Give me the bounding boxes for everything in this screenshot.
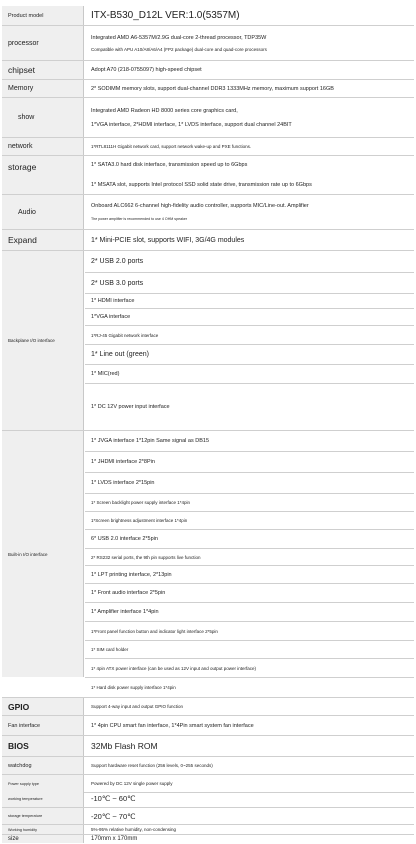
label-storage: storage <box>2 156 84 194</box>
builtin-item: 1*Screen brightness adjustment interface 1*4pin <box>91 518 188 523</box>
value-memory: 2* SODIMM memory slots, support dual-channel DDR3 1333MHz memory, maximum support 16GB <box>91 85 334 92</box>
value-show-graphics: Integrated AMD Radeon HD 8000 series core graphics card, <box>91 107 238 114</box>
backplane-item: 1* MIC(red) <box>91 371 120 377</box>
backplane-item: 1* HDMI interface <box>91 298 135 304</box>
label-size: size <box>2 835 84 843</box>
row-size <box>2 835 414 843</box>
label-audio: Audio <box>2 195 84 229</box>
row-fan <box>2 716 414 735</box>
note-audio: The power amplifier is recommended to use 4 OHM speaker <box>91 217 188 221</box>
label-storage-temp: storage temperature <box>2 808 84 824</box>
label-memory: Memory <box>2 80 84 97</box>
builtin-item: 1* LVDS interface 2*15pin <box>91 480 155 486</box>
value-audio: Onboard ALC662 6-channel high-fidelity audio controller, supports MIC/Line-out. Amplifier <box>91 203 309 209</box>
value-expand: 1* Mini-PCIE slot, supports WIFI, 3G/4G modules <box>91 236 245 244</box>
label-backplane: Backplane I/O interface <box>2 251 84 430</box>
row-bios <box>2 736 414 756</box>
backplane-item: 1*VGA interface <box>91 314 131 320</box>
label-product-model: Product model <box>2 6 84 25</box>
builtin-item: 1* Hard disk power supply interface 1*4pin <box>91 685 176 690</box>
builtin-item: 1* SIM card holder <box>91 647 129 652</box>
row-chipset <box>2 61 414 79</box>
value-watchdog: Support hardware reset function (256 levels, 0~255 seconds) <box>91 763 213 768</box>
row-product-model <box>2 6 414 25</box>
builtin-item: 1* Amplifier interface 1*4pin <box>91 609 159 615</box>
value-network: 1*RTL8111H Gigabit network card, support network wake-up and PXE functions. <box>91 144 252 149</box>
value-show-ports: 1*VGA interface, 2*HDMI interface, 1* LVDS interface, support dual channel 24BIT <box>91 121 292 128</box>
label-working-temp: working temperature <box>2 790 84 807</box>
builtin-item: 1* JHDMI interface 2*8Pin <box>91 459 155 465</box>
backplane-item: 1*RJ-45 Gigabit network interface <box>91 332 159 338</box>
label-watchdog: watchdog <box>2 757 84 774</box>
value-working-temp: -10℃ ~ 60℃ <box>91 794 136 803</box>
label-network: network <box>2 138 84 155</box>
backplane-item: 2* USB 3.0 ports <box>91 279 144 287</box>
label-humidity: Working humidity <box>2 825 84 834</box>
builtin-item: 1* LPT printing interface, 2*13pin <box>91 571 172 578</box>
value-chipset: Adopt A70 (218-0755097) high-speed chipset <box>91 67 202 73</box>
builtin-item: 1* Screen backlight power supply interface 1*4pin <box>91 500 191 505</box>
row-network <box>2 138 414 155</box>
value-bios: 32Mb Flash ROM <box>91 741 158 751</box>
builtin-item: 2* RS232 serial ports, the 9th pin supports live function <box>91 554 201 560</box>
row-memory <box>2 80 414 97</box>
label-show: show <box>2 98 84 137</box>
row-processor <box>2 26 414 60</box>
value-fan: 1* 4pin CPU smart fan interface, 1*4Pin smart system fan interface <box>91 722 254 729</box>
label-gpio: GPIO <box>2 698 84 715</box>
note-processor: Compatible with APU A10/A8/A6/A4 (FP2 package) dual-core and quad-core processors <box>91 46 267 52</box>
value-power: Powered by DC 12V single power supply <box>91 781 173 786</box>
label-chipset: chipset <box>2 61 84 79</box>
row-audio <box>2 195 414 229</box>
builtin-item: 1* Front audio interface 2*5pin <box>91 590 166 596</box>
backplane-item: 1* DC 12V power input interface <box>91 404 170 410</box>
builtin-item: 1* 4pin ATX power interface (can be used as 12V input and output power interface) <box>91 665 257 671</box>
label-expand: Expand <box>2 230 84 250</box>
value-size: 170mm x 170mm <box>91 836 138 842</box>
builtin-item: 1*Front panel function button and indicator light interface 2*5pin <box>91 628 218 634</box>
row-watchdog <box>2 757 414 774</box>
value-storage-msata: 1* MSATA slot, supports Intel protocol SSD solid state drive, transmission rate up to 6Gbps <box>91 182 312 188</box>
row-storage-temp <box>2 808 414 824</box>
value-gpio: Support 4-way input and output GPIO function <box>91 704 184 709</box>
row-gpio <box>2 698 414 715</box>
label-power: Power supply type <box>2 775 84 792</box>
label-builtin: Built-in I/O interface <box>2 431 84 677</box>
value-product-model: ITX-B530_D12L VER:1.0(5357M) <box>91 10 240 21</box>
value-humidity: 5%-95% relative humidity, non-condensing <box>91 827 176 832</box>
label-fan: Fan interface <box>2 716 84 735</box>
label-processor: processor <box>2 26 84 60</box>
backplane-item: 1* Line out (green) <box>91 351 149 358</box>
builtin-item: 6* USB 2.0 interface 2*5pin <box>91 536 158 542</box>
row-storage <box>2 156 414 194</box>
row-working-temp <box>2 790 414 807</box>
value-processor: Integrated AMD A6-5357M/2.9G dual-core 2-thread processor, TDP35W <box>91 34 267 41</box>
row-show <box>2 98 414 137</box>
row-humidity <box>2 825 414 834</box>
row-expand <box>2 230 414 250</box>
builtin-item: 1* JVGA interface 1*12pin Same signal as DB15 <box>91 438 210 444</box>
value-storage-sata: 1* SATA3.0 hard disk interface, transmission speed up to 6Gbps <box>91 162 248 168</box>
label-bios: BIOS <box>2 736 84 756</box>
backplane-item: 2* USB 2.0 ports <box>91 258 144 265</box>
value-storage-temp: -20℃ ~ 70℃ <box>91 811 136 821</box>
